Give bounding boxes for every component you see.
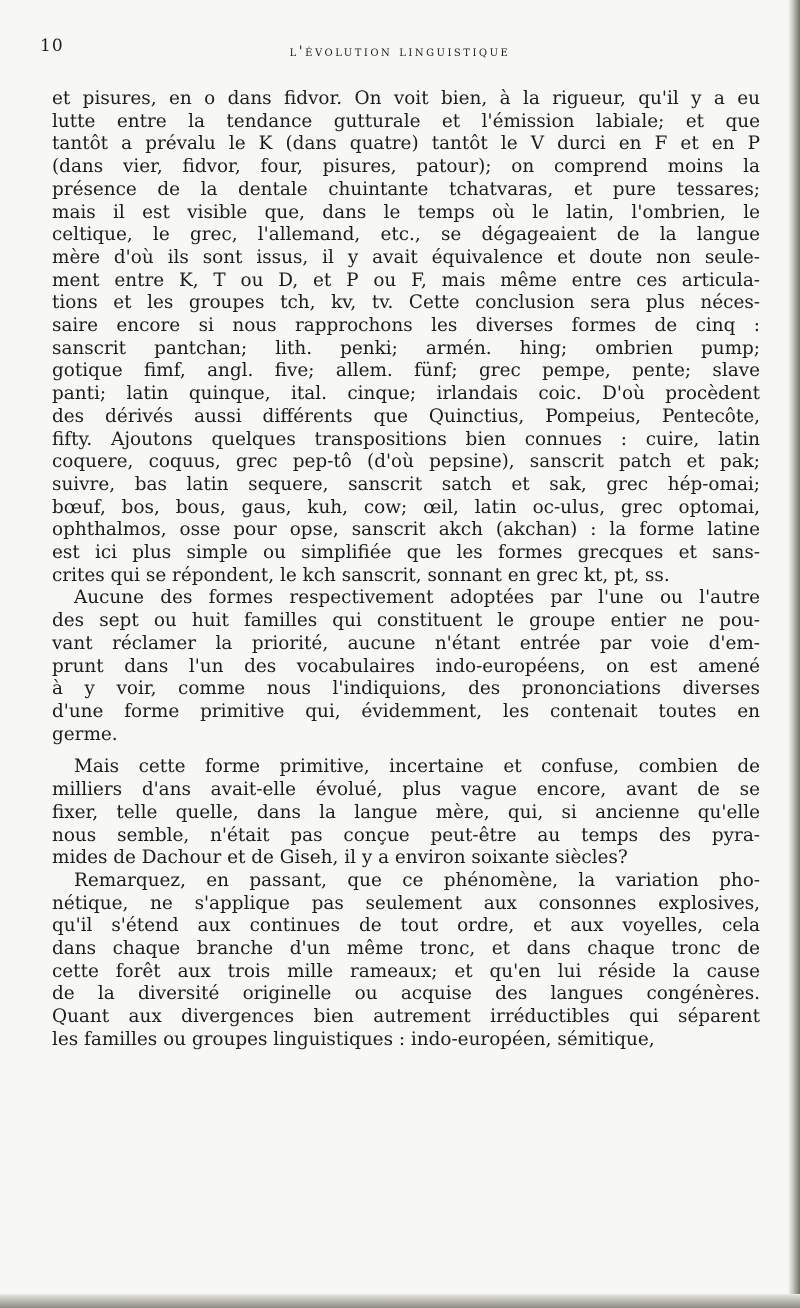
text-line: germe. bbox=[52, 723, 118, 745]
page-header bbox=[40, 36, 760, 62]
text-line: celtique, le grec, l'allemand, etc., se dégageaient de la langue bbox=[52, 224, 760, 246]
text-line: nétique, ne s'applique pas seulement aux consonnes explosives, bbox=[52, 892, 760, 914]
text-line: sanscrit pantchan; lith. penki; armén. hing; ombrien pump; bbox=[52, 337, 760, 359]
page-edge-shadow-right bbox=[788, 0, 800, 1308]
text-line: lutte entre la tendance gutturale et l'émission labiale; et que bbox=[52, 110, 760, 132]
text-line: (dans vier, fidvor, four, pisures, patour); on comprend moins la bbox=[52, 156, 760, 178]
text-line: qu'il s'étend aux continues de tout ordre, et aux voyelles, cela bbox=[52, 915, 760, 937]
text-line: fifty. Ajoutons quelques transpositions bien connues : cuire, latin bbox=[52, 428, 760, 450]
text-line: fixer, telle quelle, dans la langue mère, qui, si ancienne qu'elle bbox=[52, 801, 760, 823]
text-line: nous semble, n'était pas conçue peut-être au temps des pyra- bbox=[52, 824, 760, 846]
text-line: crites qui se répondent, le kch sanscrit, sonnant en grec kt, pt, ss. bbox=[52, 564, 670, 586]
text-line: est ici plus simple ou simplifiée que les formes grecques et sans- bbox=[52, 542, 760, 564]
text-line: cette forêt aux trois mille rameaux; et qu'en lui réside la cause bbox=[52, 960, 760, 982]
text-line: gotique fimf, angl. five; allem. fünf; grec pempe, pente; slave bbox=[52, 360, 760, 382]
text-line: mais il est visible que, dans le temps où le latin, l'ombrien, le bbox=[52, 201, 760, 223]
running-title: l'évolution linguistique bbox=[289, 44, 511, 60]
text-line: et pisures, en o dans fidvor. On voit bien, à la rigueur, qu'il y a eu bbox=[52, 88, 760, 109]
text-line: mides de Dachour et de Giseh, il y a environ soixante siècles? bbox=[52, 847, 628, 869]
text-line: Remarquez, en passant, que ce phénomène, la variation pho- bbox=[74, 869, 760, 891]
paragraph bbox=[52, 870, 760, 1052]
paragraph bbox=[52, 587, 760, 746]
page-number: 10 bbox=[40, 36, 64, 56]
text-line: à y voir, comme nous l'indiquions, des prononciations diverses bbox=[52, 678, 760, 700]
page-edge-shadow-bottom bbox=[0, 1294, 800, 1308]
text-line: d'une forme primitive qui, évidemment, les contenait toutes en bbox=[52, 700, 760, 722]
text-line: vant réclamer la priorité, aucune n'étant entrée par voie d'em- bbox=[52, 632, 760, 654]
paragraph bbox=[52, 756, 760, 870]
text-line: Aucune des formes respectivement adoptées par l'une ou l'autre bbox=[74, 587, 760, 609]
text-line: tions et les groupes tch, kv, tv. Cette conclusion sera plus néces- bbox=[52, 292, 760, 314]
text-line: milliers d'ans avait-elle évolué, plus vague encore, avant de se bbox=[52, 779, 760, 801]
paragraph-gap bbox=[52, 746, 760, 756]
text-line: coquere, coquus, grec pep-tô (d'où pepsine), sanscrit patch et pak; bbox=[52, 451, 760, 473]
text-line: suivre, bas latin sequere, sanscrit satch et sak, grec hép-omai; bbox=[52, 473, 760, 495]
text-line: ophthalmos, osse pour opse, sanscrit akch (akchan) : la forme latine bbox=[52, 519, 760, 541]
paragraph bbox=[52, 88, 760, 587]
text-line: présence de la dentale chuintante tchatvaras, et pure tessares; bbox=[52, 178, 760, 200]
text-line: des sept ou huit familles qui constituent le groupe entier ne pou- bbox=[52, 610, 760, 632]
text-line: mère d'où ils sont issus, il y avait équivalence et doute non seule- bbox=[52, 246, 760, 268]
text-line: de la diversité originelle ou acquise des langues congénères. bbox=[52, 983, 760, 1005]
text-line: les familles ou groupes linguistiques : indo-européen, sémitique, bbox=[52, 1028, 655, 1050]
text-line: saire encore si nous rapprochons les diverses formes de cinq : bbox=[52, 315, 760, 337]
text-line: dans chaque branche d'un même tronc, et dans chaque tronc de bbox=[52, 938, 760, 960]
body-text bbox=[52, 88, 760, 1052]
text-line: ment entre K, T ou D, et P ou F, mais même entre ces articula- bbox=[52, 269, 760, 291]
text-line: prunt dans l'un des vocabulaires indo-européens, on est amené bbox=[52, 655, 760, 677]
text-line: des dérivés aussi différents que Quinctius, Pompeius, Pentecôte, bbox=[52, 405, 760, 427]
text-line: bœuf, bos, bous, gaus, kuh, cow; œil, latin oc-ulus, grec optomai, bbox=[52, 496, 760, 518]
text-line: tantôt a prévalu le K (dans quatre) tantôt le V durci en F et en P bbox=[52, 133, 760, 155]
text-line: Mais cette forme primitive, incertaine et confuse, combien de bbox=[74, 756, 760, 778]
text-line: Quant aux divergences bien autrement irréductibles qui séparent bbox=[52, 1006, 760, 1028]
text-line: panti; latin quinque, ital. cinque; irlandais coic. D'où procèdent bbox=[52, 383, 760, 405]
